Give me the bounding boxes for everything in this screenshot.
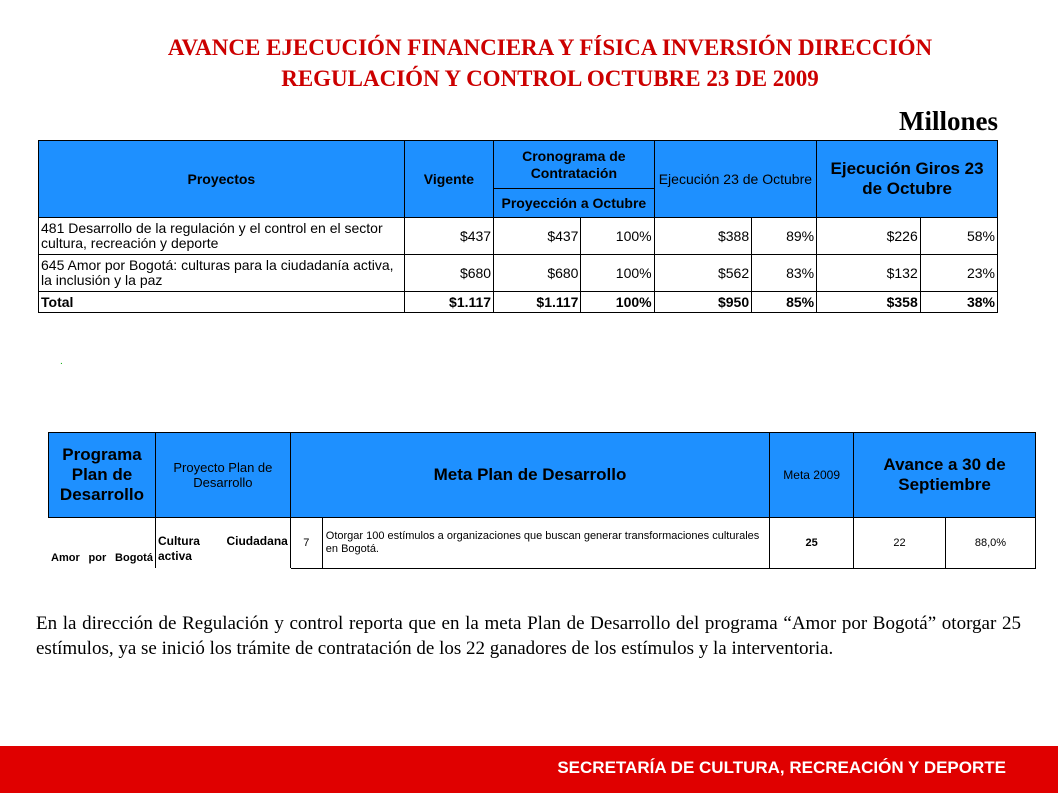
cell-giros: $226	[817, 218, 921, 255]
cell-ejecucion-pct: 83%	[752, 255, 817, 292]
header-proyecto-plan: Proyecto Plan de Desarrollo	[155, 433, 290, 518]
header-cronograma: Cronograma de Contratación	[494, 141, 655, 189]
page-title	[60, 32, 1040, 94]
units-label: Millones	[899, 106, 998, 136]
cell-ejecucion-pct: 89%	[752, 218, 817, 255]
cell-total-vigente: $1.117	[404, 292, 493, 313]
total-row	[39, 292, 998, 313]
cell-total-proyeccion: $1.117	[494, 292, 581, 313]
cell-giros: $132	[817, 255, 921, 292]
cell-vigente: $680	[404, 255, 493, 292]
cell-meta-text: Otorgar 100 estímulos a organizaciones que buscan generar transformaciones culturales en Bogotá.	[322, 518, 769, 569]
header-proyeccion: Proyección a Octubre	[494, 189, 655, 218]
cell-meta-2009: 25	[770, 518, 854, 569]
cell-giros-pct: 23%	[920, 255, 997, 292]
cell-proyeccion: $437	[494, 218, 581, 255]
dot-mark: .	[60, 356, 63, 367]
header-proyectos: Proyectos	[39, 141, 405, 218]
cell-proyecto: 645 Amor por Bogotá: culturas para la ciudadanía activa, la inclusión y la paz	[39, 255, 405, 292]
cell-total-label: Total	[39, 292, 405, 313]
cell-total-giros: $358	[817, 292, 921, 313]
cell-giros-pct: 58%	[920, 218, 997, 255]
header-programa: Programa Plan de Desarrollo	[49, 433, 156, 518]
cell-programa: Amor por Bogotá	[49, 518, 156, 569]
cell-total-proyeccion-pct: 100%	[581, 292, 654, 313]
cell-total-ejecucion: $950	[654, 292, 752, 313]
table-row	[39, 255, 998, 292]
summary-paragraph: En la dirección de Regulación y control reporta que en la meta Plan de Desarrollo del programa “Amor por Bogotá” otorgar 25 estímulos, ya se inició los trámite de contratación de los 22 ganadores de los estímulos y la interventoria.	[36, 613, 1021, 659]
cell-ejecucion: $388	[654, 218, 752, 255]
title-line-2: REGULACIÓN Y CONTROL OCTUBRE 23 DE 2009	[281, 66, 819, 91]
header-avance: Avance a 30 de Septiembre	[854, 433, 1036, 518]
cell-total-ejecucion-pct: 85%	[752, 292, 817, 313]
cell-proyeccion: $680	[494, 255, 581, 292]
table-row	[39, 218, 998, 255]
cell-avance: 22	[854, 518, 946, 569]
table-row	[49, 518, 1036, 569]
title-line-1: AVANCE EJECUCIÓN FINANCIERA Y FÍSICA INVERSIÓN DIRECCIÓN	[167, 35, 933, 60]
footer-text: SECRETARÍA DE CULTURA, RECREACIÓN Y DEPORTE	[557, 758, 1006, 777]
goals-table	[48, 432, 1036, 569]
cell-proyeccion-pct: 100%	[581, 218, 654, 255]
cell-proyecto: 481 Desarrollo de la regulación y el control en el sector cultura, recreación y deporte	[39, 218, 405, 255]
cell-meta-num: 7	[290, 518, 322, 569]
header-vigente: Vigente	[404, 141, 493, 218]
cell-proyecto-plan: Cultura Ciudadana activa	[155, 518, 290, 569]
header-giros: Ejecución Giros 23 de Octubre	[817, 141, 998, 218]
header-meta-plan: Meta Plan de Desarrollo	[290, 433, 769, 518]
cell-vigente: $437	[404, 218, 493, 255]
cell-proyeccion-pct: 100%	[581, 255, 654, 292]
cell-total-giros-pct: 38%	[920, 292, 997, 313]
cell-ejecucion: $562	[654, 255, 752, 292]
cell-avance-pct: 88,0%	[946, 518, 1036, 569]
financial-table	[38, 140, 998, 313]
header-ejecucion: Ejecución 23 de Octubre	[654, 141, 817, 218]
header-meta-2009: Meta 2009	[770, 433, 854, 518]
footer-bar	[0, 746, 1058, 793]
